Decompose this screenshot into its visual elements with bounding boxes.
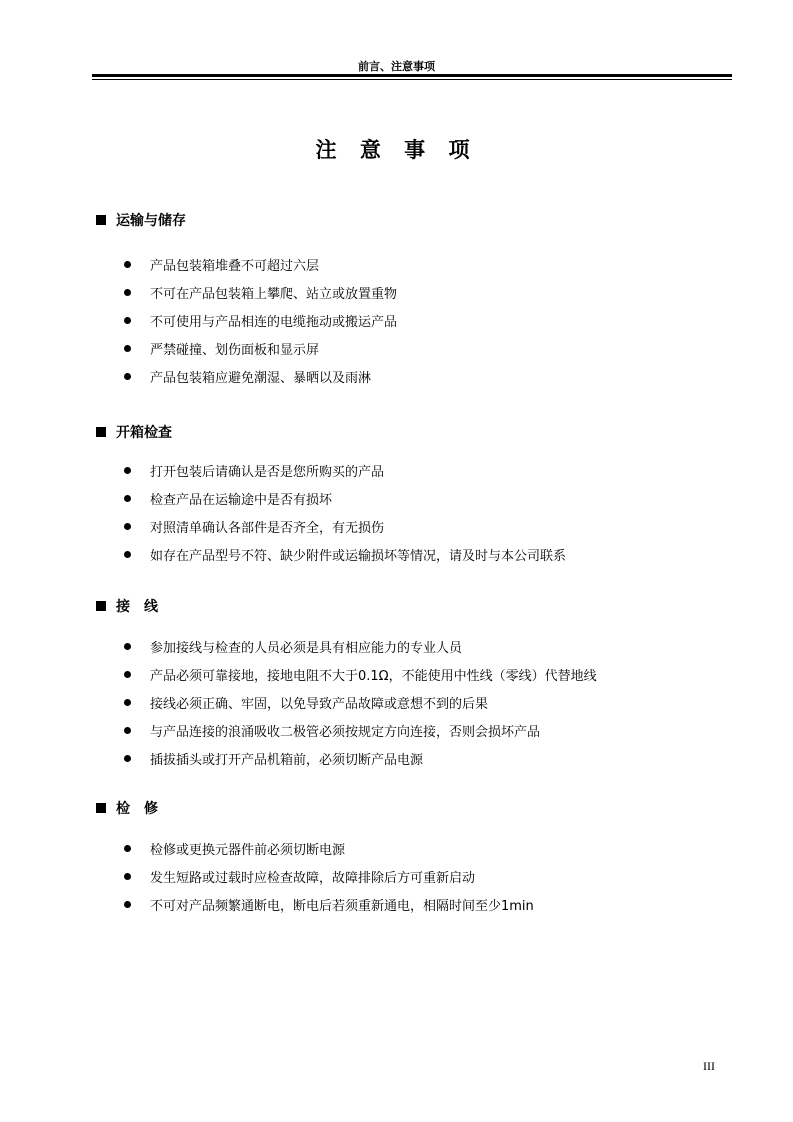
bullet-icon: [124, 643, 131, 650]
list-item-text: 如存在产品型号不符、缺少附件或运输损坏等情况，请及时与本公司联系: [150, 549, 567, 565]
list-item: [96, 335, 716, 363]
section-wiring: [96, 596, 716, 773]
section-unpacking-inspection: [96, 422, 716, 569]
list-item-text: 与产品连接的浪涌吸收二极管必须按规定方向连接，否则会损坏产品: [150, 725, 541, 741]
page-title: 注 意 事 项: [315, 138, 478, 162]
list-item: [96, 363, 716, 391]
list-item: [96, 834, 716, 862]
list-item: [96, 456, 716, 484]
bullet-icon: [124, 345, 131, 352]
list-item-text: 检查产品在运输途中是否有损坏: [150, 492, 333, 508]
list-item-text: 不可对产品频繁通断电，断电后若须重新通电，相隔时间至少1min: [150, 898, 534, 914]
section-heading-text: 检 修: [116, 801, 158, 817]
list-item-text: 产品包装箱堆叠不可超过六层: [150, 258, 320, 274]
section-heading: [96, 210, 716, 230]
bullet-icon: [124, 901, 131, 908]
list-item: [96, 717, 716, 745]
list-item-text: 不可在产品包装箱上攀爬、站立或放置重物: [150, 286, 398, 302]
bullet-icon: [124, 755, 131, 762]
running-header-title: 前言、注意事项: [358, 60, 435, 73]
list-item: [96, 278, 716, 306]
square-bullet-icon: [96, 803, 106, 813]
list-item-text: 对照清单确认各部件是否齐全，有无损伤: [150, 520, 385, 536]
list-item: [96, 688, 716, 716]
bullet-icon: [124, 845, 131, 852]
bullet-icon: [124, 317, 131, 324]
square-bullet-icon: [96, 215, 106, 225]
list-item: [96, 250, 716, 278]
square-bullet-icon: [96, 427, 106, 437]
list-item-text: 打开包装后请确认是否是您所购买的产品: [150, 464, 385, 480]
header-rule-thick: [92, 74, 732, 77]
bullet-icon: [124, 261, 131, 268]
bullet-list: [96, 456, 716, 569]
bullet-list: [96, 632, 716, 773]
bullet-list: [96, 834, 716, 919]
section-transport-storage: [96, 210, 716, 391]
section-heading-text: 运输与储存: [116, 213, 186, 229]
bullet-icon: [124, 671, 131, 678]
bullet-icon: [124, 727, 131, 734]
bullet-icon: [124, 373, 131, 380]
list-item: [96, 512, 716, 540]
list-item-text: 检修或更换元器件前必须切断电源: [150, 842, 346, 858]
bullet-icon: [124, 289, 131, 296]
list-item-text: 接线必须正确、牢固，以免导致产品故障或意想不到的后果: [150, 696, 489, 712]
list-item-text: 插拔插头或打开产品机箱前，必须切断产品电源: [150, 753, 424, 769]
section-heading-text: 接 线: [116, 599, 158, 615]
section-heading-text: 开箱检查: [116, 425, 172, 441]
bullet-icon: [124, 873, 131, 880]
section-heading: [96, 596, 716, 616]
bullet-icon: [124, 551, 131, 558]
header-rule-thin: [92, 79, 732, 80]
list-item: [96, 660, 716, 688]
bullet-icon: [124, 523, 131, 530]
page-number: III: [703, 1059, 715, 1073]
bullet-list: [96, 250, 716, 391]
list-item: [96, 306, 716, 334]
square-bullet-icon: [96, 601, 106, 611]
bullet-icon: [124, 467, 131, 474]
list-item-text: 产品必须可靠接地，接地电阻不大于0.1Ω，不能使用中性线（零线）代替地线: [150, 668, 597, 684]
list-item: [96, 632, 716, 660]
list-item: [96, 745, 716, 773]
list-item-text: 产品包装箱应避免潮湿、暴晒以及雨淋: [150, 371, 372, 387]
list-item: [96, 890, 716, 918]
list-item-text: 不可使用与产品相连的电缆拖动或搬运产品: [150, 314, 398, 330]
list-item: [96, 541, 716, 569]
list-item: [96, 484, 716, 512]
section-heading: [96, 798, 716, 818]
list-item-text: 发生短路或过载时应检查故障，故障排除后方可重新启动: [150, 870, 476, 886]
list-item: [96, 862, 716, 890]
list-item-text: 严禁碰撞、划伤面板和显示屏: [150, 343, 320, 359]
section-maintenance: [96, 798, 716, 919]
bullet-icon: [124, 495, 131, 502]
section-heading: [96, 422, 716, 442]
bullet-icon: [124, 699, 131, 706]
list-item-text: 参加接线与检查的人员必须是具有相应能力的专业人员: [150, 640, 463, 656]
